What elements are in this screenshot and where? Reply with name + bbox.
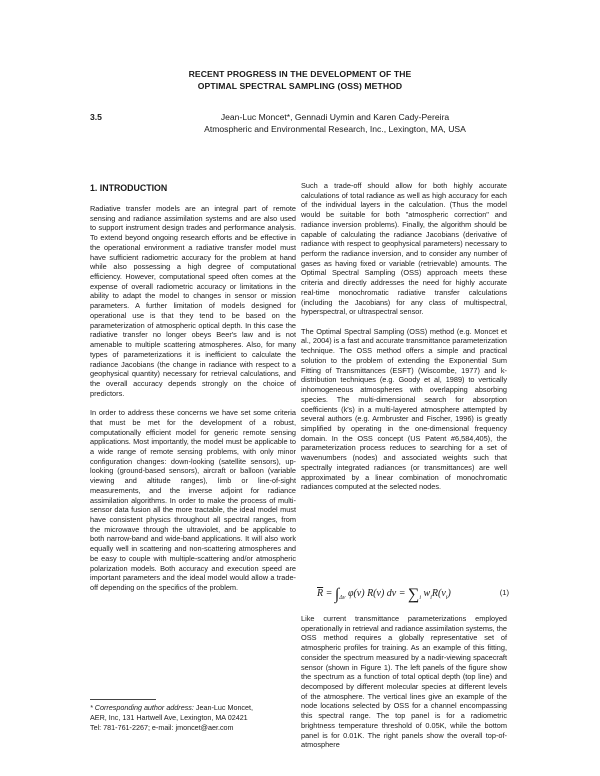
footnote-label: * Corresponding author address:	[90, 703, 194, 712]
footnote-name: Jean-Luc Moncet,	[195, 703, 254, 712]
footnote	[90, 703, 300, 732]
equation-1	[301, 582, 509, 612]
footnote-divider	[90, 699, 156, 700]
footnote-contact: Tel: 781-761-2267; e-mail: jmoncet@aer.com	[90, 722, 234, 732]
author-list: Jean-Luc Moncet*, Gennadi Uymin and Karen Cady-Pereira	[220, 112, 450, 122]
equation-body: $\overline{R} = \int_{\Delta\nu}$ φ(ν) R(ν) $d\nu = \sum_i$ $w_iR(\nu_i)$	[317, 586, 451, 603]
footnote-address: AER, Inc, 131 Hartwell Ave, Lexington, MA 02421	[90, 712, 248, 722]
section-heading: 1. INTRODUCTION	[90, 183, 168, 193]
paper-title-line-1: RECENT PROGRESS IN THE DEVELOPMENT OF THE	[188, 69, 412, 79]
left-column	[90, 204, 296, 602]
affiliation: Atmospheric and Environmental Research, Inc., Lexington, MA, USA	[204, 124, 466, 134]
paragraph: Like current transmittance parameterizations employed operationally in retrieval and radiance assimilation systems, the OSS method requires a globally representative set of atmospheric profiles for training. As an example of this fitting, consider the spectrum measured by a nadir-viewing spacecraft sensor (shown in Figure 1). The left panels of the figure show the spectrum as a function of total optical depth (top line) and decomposed by different molecular species at different levels of the atmosphere. The vertical lines give an example of the node locations selected by OSS for a channel encompassing this spectral range. The top panel is for a radiometric brightness temperature threshold of 0.05K, while the bottom panel is for 0.01K. The right panels show the overall top-of- atmosphere	[301, 614, 507, 750]
paragraph: In order to address these concerns we have set some criteria that must be met for the development of a robust, computationally efficient model for generic remote sensing applications. Most importantly, the model must be applicable to a wide range of remote sensing problems, with only minor configuration changes: down-looking (satellite sensors), up-looking (ground-based sensors), aircraft or balloon (variable viewing and altitude ranges), limb or line-of-sight measurements, and the inverse adjoint for radiance assimilation algorithms. In order to make the process of multi-sensor data fusion all the more tractable, the ideal model must have consistent physics throughout all spectral ranges, from the microwave through the ultraviolet, and be applicable to both narrow-band and wide-band applications. It will also work equally well in scattering and non-scattering atmospheres and be easy to couple with multiple-scattering and/or atmospheric polarization models. Both accuracy and execution speed are important parameters and the ideal model would allow a trade-off depending on the specifics of the problem.	[90, 408, 296, 592]
paragraph: Such a trade-off should allow for both highly accurate calculations of total radiance as well as high accuracy for each of the individual layers in the calculation. (Thus the model would be suitable for both "atmospheric correction" and radiance inversion problems). Finally, the algorithm should be capable of calculating the radiance Jacobians (derivative of radiance with respect to geophysical parameters) necessary to perform the radiance inversion, and to consider any number of gases as having fixed or variable (retrievable) amounts. The Optimal Spectral Sampling (OSS) approach meets these criteria and directly addresses the need for highly accurate real-time monochromatic radiative transfer calculations (including the Jacobians) for any class of multispectral, hyperspectral, or ultraspectral sensor.	[301, 181, 507, 317]
paragraph: The Optimal Spectral Sampling (OSS) method (e.g. Moncet et al., 2004) is a fast and accurate transmittance parameterization technique. The OSS method offers a simple and practical solution to the problem of extending the Exponential Sum Fitting of Transmittances (ESFT) (Wiscombe, 1977) and k-distribution techniques (e.g. Goody et al, 1989) to vertically inhomogeneous atmospheres with overlapping absorbing species. The multi-dimensional search for absorption coefficients (k's) in a multi-layered atmosphere attempted by several authors (e.g. Armbruster and Fischer, 1996) is greatly simplified by operating in the one-dimensional frequency domain. In the OSS concept (US Patent #6,584,405), the parameterization process reduces to searching for a set of wavenumbers (nodes) and associated weights such that spectrally integrated radiances (or transmittances) are well approximated by a linear combination of monochromatic radiances computed at the selected nodes.	[301, 326, 507, 492]
right-column-continued	[301, 614, 507, 750]
right-column	[301, 181, 507, 502]
paper-title-line-2: OPTIMAL SPECTRAL SAMPLING (OSS) METHOD	[197, 81, 403, 91]
paper-number: 3.5	[90, 112, 102, 122]
equation-number: (1)	[499, 588, 509, 597]
paragraph: Radiative transfer models are an integral part of remote sensing and radiance assimilation systems and are also used to support instrument design trades and performance analysis. To extend beyond ongoing research efforts and be effective in the operational environment a radiative transfer model must have sufficient radiometric accuracy for the problem at hand while also possessing a high degree of computational efficiency. However, computational speed often comes at the expense of overall radiometric accuracy or limitations in the ability to adapt the model to changes in sensor or mission parameters. A further limitation of models designed for operational use is that they tend to be based on the parameterization of atmospheric optical depth. In this case the radiative transfer no longer obeys Beer's law and is not amenable to multiple scattering atmospheres. Also, for many types of parameterizations it is inefficient to calculate the radiance Jacobians (the change in radiance with respect to a geophysical quantity) necessary for retrieval calculations, and the overall accuracy depends strongly on the choice of predictors.	[90, 204, 296, 398]
